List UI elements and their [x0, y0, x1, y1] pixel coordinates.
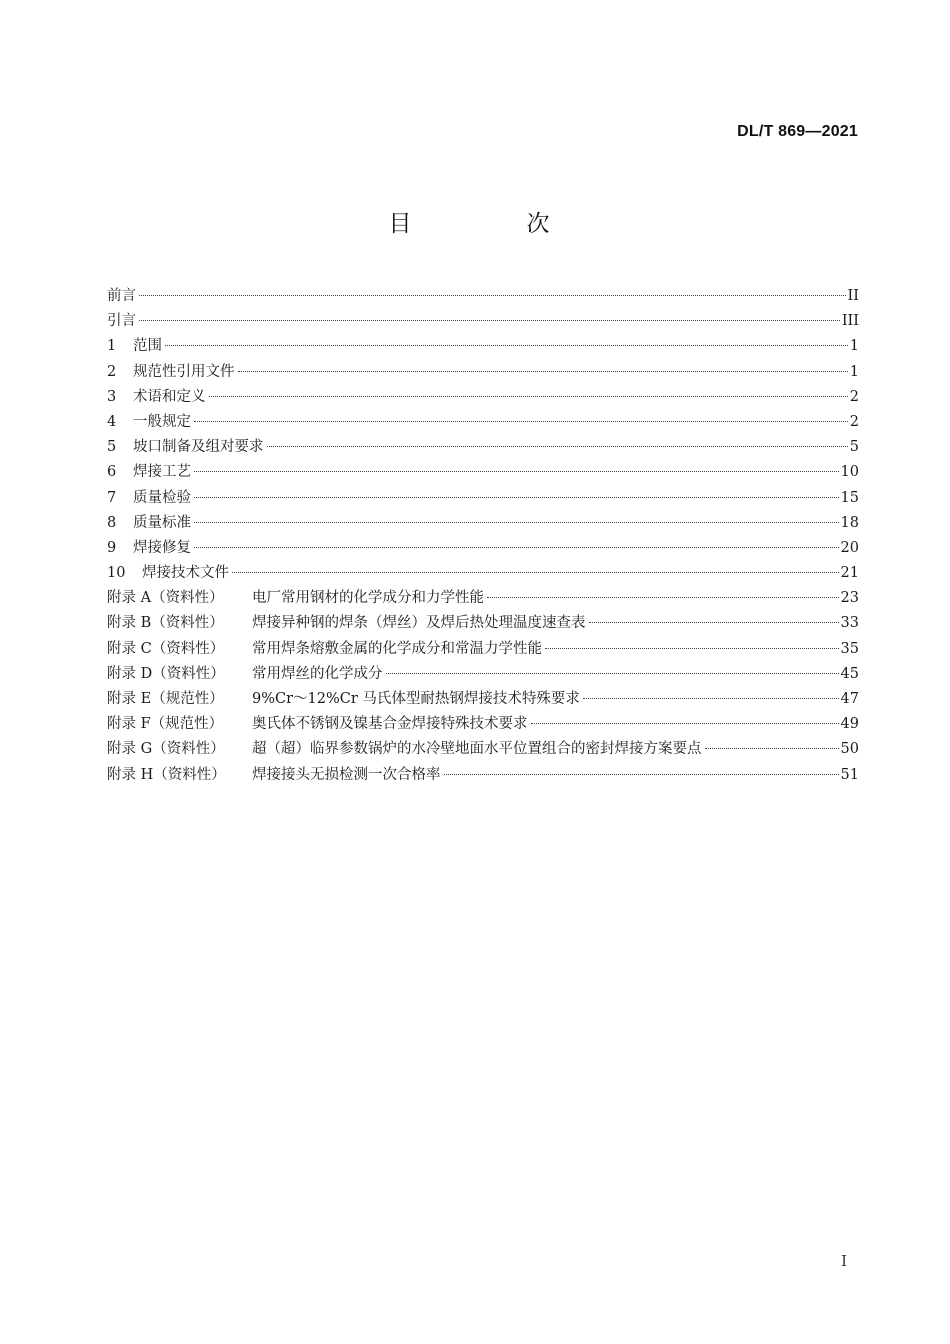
toc-dot-leader: [444, 774, 839, 775]
toc-entry-number: 4: [107, 413, 117, 430]
toc-dot-leader: [194, 421, 848, 422]
toc-entry[interactable]: [107, 511, 859, 536]
toc-entry-number: 9: [107, 539, 117, 556]
toc-entry-label: 坡口制备及组对要求: [133, 439, 264, 456]
toc-entry-page: 18: [840, 514, 859, 531]
toc-entry-title: [107, 309, 136, 334]
toc-entry-label: 9%Cr～12%Cr 马氏体型耐热钢焊接技术特殊要求: [252, 691, 580, 707]
toc-entry-title: [133, 536, 191, 561]
toc-entry-title: [133, 460, 191, 485]
toc-entry-title: [133, 435, 264, 460]
toc-entry-title: [133, 360, 235, 385]
toc-entry-title: [107, 662, 383, 687]
toc-entry-title: [107, 284, 136, 309]
toc-appendix-designation: 附录 F（规范性）: [107, 716, 224, 733]
toc-entry-title: [142, 561, 229, 586]
toc-entry-title: [107, 763, 441, 788]
toc-dot-leader: [165, 345, 848, 346]
toc-entry[interactable]: [107, 486, 859, 511]
toc-entry-page: III: [841, 313, 859, 330]
toc-entry[interactable]: [107, 360, 859, 385]
toc-entry-page: 15: [840, 489, 859, 506]
toc-entry[interactable]: [107, 385, 859, 410]
toc-entry-label: 焊接技术文件: [142, 565, 229, 582]
toc-entry-label: 常用焊条熔敷金属的化学成分和常温力学性能: [252, 640, 542, 657]
toc-entry-title: [107, 611, 586, 636]
toc-entry-number: 1: [107, 338, 117, 355]
toc-entry[interactable]: [107, 460, 859, 485]
toc-dot-leader: [194, 497, 839, 498]
toc-entry[interactable]: [107, 435, 859, 460]
toc-appendix-designation: 附录 H（资料性）: [107, 766, 226, 783]
toc-entry-appendix[interactable]: [107, 611, 859, 636]
toc-appendix-designation: 附录 E（规范性）: [107, 691, 224, 707]
toc-entry-label: 术语和定义: [133, 388, 206, 405]
table-of-contents: [107, 284, 859, 788]
toc-entry-label: 前言: [107, 288, 136, 304]
toc-entry-label: 奥氏体不锈钢及镍基合金焊接特殊技术要求: [252, 716, 528, 733]
toc-entry-appendix[interactable]: [107, 687, 859, 712]
toc-dot-leader: [194, 547, 839, 548]
toc-entry-label: 引言: [107, 313, 136, 330]
toc-entry-page: 20: [840, 539, 859, 556]
toc-entry-number: 5: [107, 439, 117, 456]
toc-entry-label: 质量检验: [133, 489, 191, 506]
toc-entry-number: 3: [107, 388, 117, 405]
toc-dot-leader: [232, 572, 839, 573]
toc-entry-page: 2: [849, 413, 859, 430]
toc-entry-label: 焊接修复: [133, 539, 191, 556]
toc-entry[interactable]: [107, 561, 859, 586]
toc-entry-title: [107, 687, 580, 712]
toc-entry-page: 21: [840, 565, 859, 582]
toc-entry-page: II: [847, 288, 859, 304]
toc-entry-number: 2: [107, 363, 117, 380]
toc-entry-title: [133, 410, 191, 435]
toc-dot-leader: [589, 622, 839, 623]
toc-entry-title: [107, 637, 542, 662]
toc-entry-page: 2: [849, 388, 859, 405]
toc-entry-title: [107, 712, 528, 737]
toc-dot-leader: [386, 673, 839, 674]
toc-entry-label: 电厂常用钢材的化学成分和力学性能: [252, 590, 484, 607]
toc-entry[interactable]: [107, 334, 859, 359]
toc-dot-leader: [487, 597, 839, 598]
toc-dot-leader: [531, 723, 839, 724]
toc-entry-page: 23: [840, 590, 859, 607]
toc-dot-leader: [194, 522, 839, 523]
toc-entry-number: 7: [107, 489, 117, 506]
toc-entry-appendix[interactable]: [107, 712, 859, 737]
toc-entry-appendix[interactable]: [107, 637, 859, 662]
toc-entry-page: 33: [840, 615, 859, 632]
toc-entry-label: 焊接异种钢的焊条（焊丝）及焊后热处理温度速查表: [252, 615, 586, 632]
document-code: DL/T 869—2021: [737, 123, 858, 140]
toc-appendix-designation: 附录 B（资料性）: [107, 615, 224, 632]
toc-dot-leader: [545, 648, 839, 649]
toc-entry-title: [107, 737, 702, 762]
toc-entry[interactable]: [107, 536, 859, 561]
toc-entry-page: 50: [840, 741, 859, 758]
toc-entry-appendix[interactable]: [107, 662, 859, 687]
toc-entry-page: 47: [840, 691, 859, 707]
toc-dot-leader: [267, 446, 848, 447]
toc-appendix-designation: 附录 G（资料性）: [107, 741, 225, 758]
toc-title: 目 次: [388, 211, 596, 237]
toc-entry-title: [133, 486, 191, 511]
toc-dot-leader: [194, 471, 839, 472]
toc-entry-page: 35: [840, 640, 859, 657]
toc-entry-page: 10: [840, 464, 859, 481]
toc-entry-label: 焊接接头无损检测一次合格率: [252, 766, 441, 783]
toc-entry-page: 51: [840, 766, 859, 783]
toc-entry-number: 10: [107, 565, 126, 582]
toc-entry-label: 范围: [133, 338, 162, 355]
toc-entry-page: 45: [840, 665, 859, 682]
toc-entry[interactable]: [107, 284, 859, 309]
page-number: I: [841, 1252, 847, 1270]
toc-dot-leader: [139, 295, 846, 296]
toc-entry-label: 焊接工艺: [133, 464, 191, 481]
toc-entry-label: 超（超）临界参数锅炉的水冷壁地面水平位置组合的密封焊接方案要点: [252, 741, 702, 758]
toc-entry-page: 5: [849, 439, 859, 456]
toc-entry-page: 1: [849, 338, 859, 355]
toc-appendix-designation: 附录 C（资料性）: [107, 640, 225, 657]
toc-entry-title: [133, 385, 206, 410]
toc-entry-title: [107, 586, 484, 611]
toc-entry-title: [133, 511, 191, 536]
toc-entry-appendix[interactable]: [107, 737, 859, 762]
toc-entry-title: [133, 334, 162, 359]
toc-entry-page: 1: [849, 363, 859, 380]
toc-entry-appendix[interactable]: [107, 586, 859, 611]
toc-appendix-designation: 附录 D（资料性）: [107, 665, 225, 682]
toc-entry-number: 6: [107, 464, 117, 481]
toc-entry-label: 常用焊丝的化学成分: [252, 665, 383, 682]
toc-entry-page: 49: [840, 716, 859, 733]
toc-entry-appendix[interactable]: [107, 763, 859, 788]
toc-dot-leader: [583, 698, 839, 699]
toc-entry-label: 规范性引用文件: [133, 363, 235, 380]
toc-dot-leader: [209, 396, 848, 397]
toc-dot-leader: [238, 371, 848, 372]
toc-appendix-designation: 附录 A（资料性）: [107, 590, 224, 607]
toc-entry[interactable]: [107, 410, 859, 435]
toc-entry-label: 一般规定: [133, 413, 191, 430]
toc-entry[interactable]: [107, 309, 859, 334]
toc-entry-number: 8: [107, 514, 117, 531]
toc-dot-leader: [705, 748, 839, 749]
toc-entry-label: 质量标准: [133, 514, 191, 531]
toc-dot-leader: [139, 320, 840, 321]
